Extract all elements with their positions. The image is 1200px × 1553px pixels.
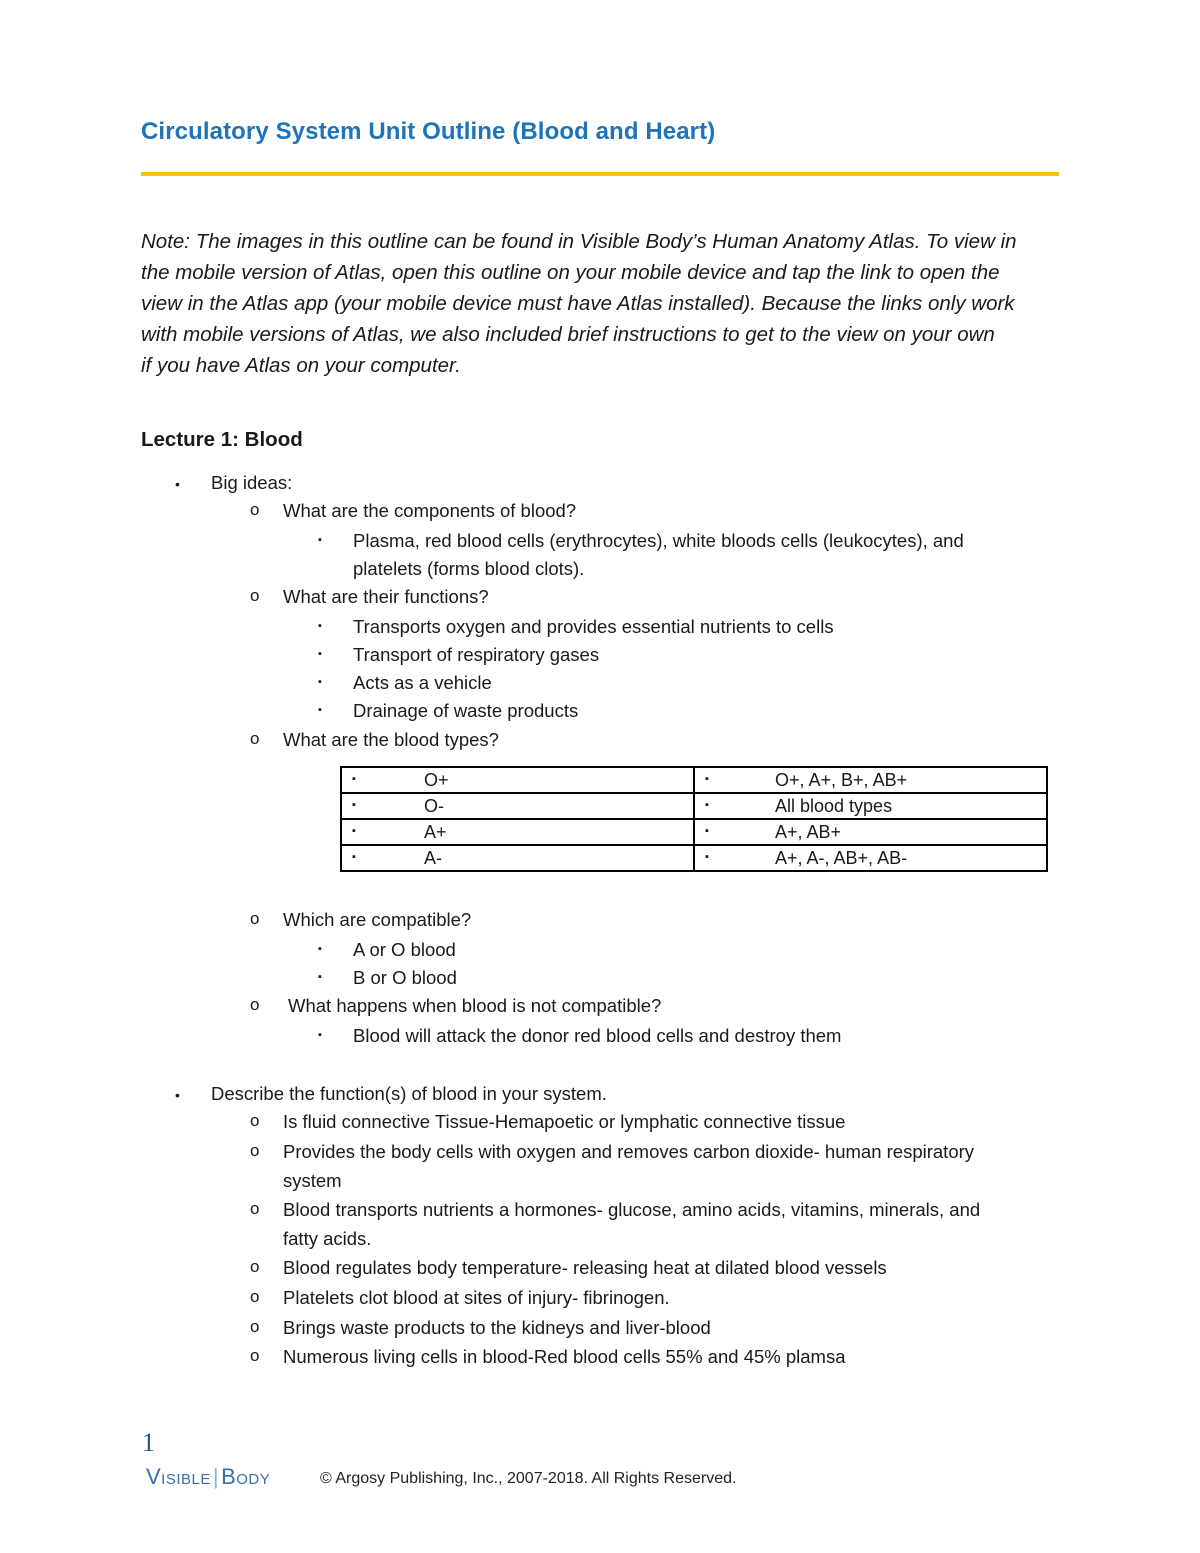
square-bullet-icon: ▪ [352, 799, 356, 811]
compatible-types: A+, AB+ [775, 822, 842, 842]
table-cell [694, 793, 1047, 819]
table-row [341, 845, 1047, 871]
outline-item: What happens when blood is not compatible? [288, 995, 662, 1016]
square-bullet-icon: ▪ [705, 825, 709, 837]
outline-item: Describe the function(s) of blood in your system. [211, 1083, 607, 1104]
square-bullet-icon: ▪ [352, 825, 356, 837]
table-cell [341, 793, 694, 819]
square-bullet-icon: ▪ [705, 851, 709, 863]
circle-bullet-icon: o [250, 995, 260, 1014]
note-paragraph [141, 226, 1061, 381]
outline-item: fatty acids. [283, 1228, 372, 1249]
circle-bullet-icon: o [250, 1199, 260, 1218]
note-line: if you have Atlas on your computer. [141, 354, 461, 377]
square-bullet-icon: ▪ [318, 704, 322, 716]
square-bullet-icon: ▪ [705, 773, 709, 785]
outline-item: Blood transports nutrients a hormones- glucose, amino acids, vitamins, minerals, and [283, 1199, 981, 1220]
table-cell [694, 845, 1047, 871]
square-bullet-icon: ▪ [705, 799, 709, 811]
logo-text: Body [221, 1464, 271, 1489]
copyright-text: © Argosy Publishing, Inc., 2007-2018. All Rights Reserved. [320, 1470, 737, 1487]
outline-item: Transports oxygen and provides essential nutrients to cells [353, 616, 834, 637]
document-title: Circulatory System Unit Outline (Blood and Heart) [141, 118, 716, 145]
logo-mark-icon: | [212, 1464, 220, 1489]
table-cell [694, 767, 1047, 793]
blood-type: A+ [424, 822, 447, 842]
note-line: Note: The images in this outline can be found in Visible Body’s Human Anatomy Atlas. To view in [141, 230, 1017, 253]
blood-type: O+ [424, 770, 449, 790]
bullet-icon: • [175, 1087, 180, 1103]
outline-item: Is fluid connective Tissue-Hemapoetic or lymphatic connective tissue [283, 1111, 846, 1132]
visible-body-logo [146, 1464, 270, 1490]
outline-item: Acts as a vehicle [353, 672, 492, 693]
outline-item: What are the components of blood? [283, 500, 577, 521]
outline-item: Which are compatible? [283, 909, 472, 930]
note-line: with mobile versions of Atlas, we also included brief instructions to get to the view on your own [141, 323, 995, 346]
square-bullet-icon: ▪ [318, 534, 322, 546]
square-bullet-icon: ▪ [352, 851, 356, 863]
note-line: the mobile version of Atlas, open this outline on your mobile device and tap the link to open the [141, 261, 1000, 284]
outline-item: Plasma, red blood cells (erythrocytes), white bloods cells (leukocytes), and [353, 530, 964, 551]
table-cell [341, 767, 694, 793]
circle-bullet-icon: o [250, 729, 260, 748]
square-bullet-icon: ▪ [318, 648, 322, 660]
square-bullet-icon: ▪ [318, 943, 322, 955]
circle-bullet-icon: o [250, 1141, 260, 1160]
circle-bullet-icon: o [250, 586, 260, 605]
compatible-types: A+, A-, AB+, AB- [775, 848, 908, 868]
compatible-types: O+, A+, B+, AB+ [775, 770, 908, 790]
outline-item: Drainage of waste products [353, 700, 579, 721]
outline-item: Blood will attack the donor red blood cells and destroy them [353, 1025, 842, 1046]
square-bullet-icon: ▪ [318, 676, 322, 688]
outline-item: Numerous living cells in blood-Red blood cells 55% and 45% plamsa [283, 1346, 846, 1367]
square-bullet-icon: ▪ [318, 1029, 322, 1041]
table-row [341, 767, 1047, 793]
compatible-types: All blood types [775, 796, 893, 816]
page-number: 1 [142, 1428, 155, 1457]
outline-item: Big ideas: [211, 472, 293, 493]
bullet-icon: • [175, 476, 180, 492]
outline-item: What are the blood types? [283, 729, 499, 750]
outline-item: What are their functions? [283, 586, 489, 607]
square-bullet-icon: ▪ [318, 971, 322, 983]
outline-item: A or O blood [353, 939, 456, 960]
square-bullet-icon: ▪ [318, 620, 322, 632]
outline-item: B or O blood [353, 967, 457, 988]
outline-item: Provides the body cells with oxygen and removes carbon dioxide- human respiratory [283, 1141, 975, 1162]
outline-item: Platelets clot blood at sites of injury- fibrinogen. [283, 1287, 670, 1308]
circle-bullet-icon: o [250, 1257, 260, 1276]
outline-item: Blood regulates body temperature- releasing heat at dilated blood vessels [283, 1257, 887, 1278]
outline-item: Transport of respiratory gases [353, 644, 600, 665]
note-line: view in the Atlas app (your mobile device must have Atlas installed). Because the links only work [141, 292, 1015, 315]
table-cell [694, 819, 1047, 845]
circle-bullet-icon: o [250, 1346, 260, 1365]
blood-type: A- [424, 848, 442, 868]
circle-bullet-icon: o [250, 1287, 260, 1306]
circle-bullet-icon: o [250, 1111, 260, 1130]
table-row [341, 793, 1047, 819]
table-cell [341, 845, 694, 871]
outline-item: system [283, 1170, 342, 1191]
outline-item: Brings waste products to the kidneys and liver-blood [283, 1317, 711, 1338]
circle-bullet-icon: o [250, 1317, 260, 1336]
blood-type-table [340, 766, 1048, 872]
blood-type: O- [424, 796, 444, 816]
circle-bullet-icon: o [250, 500, 260, 519]
title-underline [141, 172, 1059, 176]
circle-bullet-icon: o [250, 909, 260, 928]
lecture-heading: Lecture 1: Blood [141, 428, 303, 451]
table-cell [341, 819, 694, 845]
outline-item: platelets (forms blood clots). [353, 558, 585, 579]
square-bullet-icon: ▪ [352, 773, 356, 785]
logo-text: Visible [146, 1464, 211, 1489]
table-row [341, 819, 1047, 845]
